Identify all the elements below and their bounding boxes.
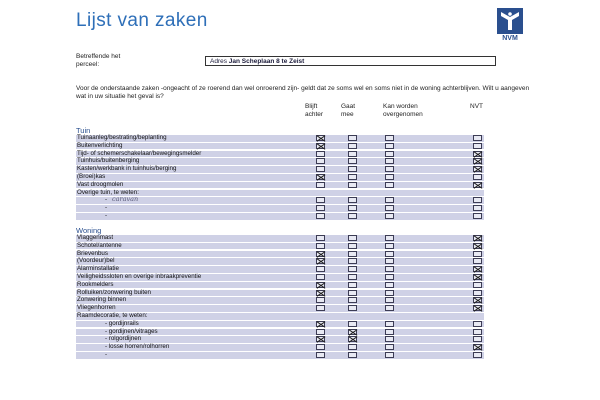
row-label: -: [105, 204, 108, 212]
checkbox-blijft-achter[interactable]: [316, 329, 325, 335]
row-label: Zonwering binnen: [77, 296, 127, 304]
address-value: Jan Scheplaan 8 te Zeist: [228, 58, 305, 65]
checkbox-nvt[interactable]: [473, 344, 482, 350]
checkbox-blijft-achter[interactable]: [316, 305, 325, 311]
form-row: [76, 143, 484, 150]
checkbox-nvt[interactable]: [473, 135, 482, 141]
row-label: Tijd- of schemerschakelaar/bewegingsmelder: [77, 149, 202, 157]
address-prefix: Adres: [210, 58, 229, 65]
checkbox-nvt[interactable]: [473, 158, 482, 164]
column-header-line2: mee: [341, 110, 354, 118]
row-label: -: [105, 196, 108, 204]
page-title: Lijst van zaken: [76, 10, 208, 31]
form-row: [76, 182, 484, 189]
row-label: Rookmelders: [77, 280, 114, 288]
checkbox-blijft-achter[interactable]: [316, 243, 325, 249]
checkbox-gaat-mee[interactable]: [348, 297, 357, 303]
checkbox-kan-worden-overgenomen[interactable]: [385, 158, 394, 164]
form-row: [76, 166, 484, 173]
checkbox-gaat-mee[interactable]: [348, 174, 357, 180]
form-row: [76, 213, 484, 220]
form-row: [76, 352, 484, 359]
row-label: Raamdecoratie, te weten:: [77, 312, 148, 319]
address-field[interactable]: [205, 56, 496, 66]
row-label: Vlaggenmast: [77, 234, 114, 241]
checkbox-kan-worden-overgenomen[interactable]: [385, 213, 394, 219]
checkbox-gaat-mee[interactable]: [348, 235, 357, 241]
form-row: [76, 158, 484, 165]
handwritten-entry: caravan: [112, 195, 139, 204]
checkbox-gaat-mee[interactable]: [348, 197, 357, 203]
checkbox-kan-worden-overgenomen[interactable]: [385, 151, 394, 157]
checkbox-kan-worden-overgenomen[interactable]: [385, 251, 394, 257]
checkbox-nvt[interactable]: [473, 321, 482, 327]
checkbox-gaat-mee[interactable]: [348, 135, 357, 141]
form-row: [76, 266, 484, 273]
checkbox-blijft-achter[interactable]: [316, 258, 325, 264]
form-row: [76, 321, 484, 328]
checkbox-blijft-achter[interactable]: [316, 336, 325, 342]
row-label: Alarminstallatie: [77, 265, 119, 273]
checkbox-blijft-achter[interactable]: [316, 352, 325, 358]
row-label: - losse horren/rolhorren: [105, 343, 170, 351]
column-header-line1: Kan worden: [383, 103, 418, 110]
checkbox-nvt[interactable]: [473, 305, 482, 311]
checkbox-kan-worden-overgenomen[interactable]: [385, 182, 394, 188]
checkbox-kan-worden-overgenomen[interactable]: [385, 197, 394, 203]
checkbox-gaat-mee[interactable]: [348, 166, 357, 172]
form-row: [76, 290, 484, 297]
checkbox-kan-worden-overgenomen[interactable]: [385, 305, 394, 311]
checkbox-blijft-achter[interactable]: [316, 213, 325, 219]
column-header-2: [341, 103, 355, 118]
checkbox-nvt[interactable]: [473, 329, 482, 335]
row-label: Schotel/antenne: [77, 241, 122, 249]
form-row: [76, 235, 484, 242]
intro-text: Voor de onderstaande zaken -ongeacht of ze roerend dan wel onroerend zijn- geldt dat ze soms wel en soms niet in de woning achterblijven. Wilt u aangeven wat in uw situatie het geval is?: [76, 85, 530, 100]
checkbox-kan-worden-overgenomen[interactable]: [385, 235, 394, 241]
checkbox-nvt[interactable]: [473, 235, 482, 241]
form-row: [76, 197, 484, 204]
row-label: - rolgordijnen: [105, 335, 142, 343]
checkbox-blijft-achter[interactable]: [316, 135, 325, 141]
checkbox-nvt[interactable]: [473, 166, 482, 172]
checkbox-blijft-achter[interactable]: [316, 274, 325, 280]
checkbox-nvt[interactable]: [473, 213, 482, 219]
row-label: Vliegenhorren: [77, 304, 116, 312]
form-row: [76, 297, 484, 304]
column-header-4: [470, 103, 483, 111]
row-label: -: [105, 351, 108, 358]
row-label: Brievenbus: [77, 249, 108, 257]
form-row: [76, 336, 484, 343]
checkbox-gaat-mee[interactable]: [348, 274, 357, 280]
column-header-line1: Gaat: [341, 103, 356, 110]
checkbox-blijft-achter[interactable]: [316, 197, 325, 203]
form-row: [76, 313, 484, 320]
checkbox-gaat-mee[interactable]: [348, 352, 357, 358]
checkbox-gaat-mee[interactable]: [348, 305, 357, 311]
checkbox-nvt[interactable]: [473, 197, 482, 203]
checkbox-nvt[interactable]: [473, 282, 482, 288]
perceel-label-line2: perceel:: [76, 61, 100, 68]
checkbox-kan-worden-overgenomen[interactable]: [385, 243, 394, 249]
row-label: Kasten/werkbank in tuinhuis/berging: [77, 165, 177, 173]
checkbox-gaat-mee[interactable]: [348, 344, 357, 350]
checkbox-blijft-achter[interactable]: [316, 182, 325, 188]
checkbox-kan-worden-overgenomen[interactable]: [385, 258, 394, 264]
form-row: [76, 243, 484, 250]
checkbox-blijft-achter[interactable]: [316, 266, 325, 272]
checkbox-gaat-mee[interactable]: [348, 321, 357, 327]
nvm-logo-icon: [497, 8, 523, 34]
checkbox-kan-worden-overgenomen[interactable]: [385, 205, 394, 211]
row-label: Overige tuin, te weten:: [77, 188, 139, 196]
checkbox-nvt[interactable]: [473, 151, 482, 157]
checkbox-blijft-achter[interactable]: [316, 166, 325, 172]
checkbox-kan-worden-overgenomen[interactable]: [385, 274, 394, 280]
checkbox-gaat-mee[interactable]: [348, 290, 357, 296]
checkbox-gaat-mee[interactable]: [348, 182, 357, 188]
checkbox-kan-worden-overgenomen[interactable]: [385, 336, 394, 342]
form-row: [76, 151, 484, 158]
checkbox-gaat-mee[interactable]: [348, 151, 357, 157]
form-row: [76, 205, 484, 212]
checkbox-kan-worden-overgenomen[interactable]: [385, 282, 394, 288]
row-label: - gordijnen/vitrages: [105, 327, 158, 335]
checkbox-kan-worden-overgenomen[interactable]: [385, 329, 394, 335]
form-row: [76, 174, 484, 181]
checkbox-kan-worden-overgenomen[interactable]: [385, 290, 394, 296]
row-label: Rolluiken/zonwering buiten: [77, 288, 151, 296]
checkbox-kan-worden-overgenomen[interactable]: [385, 174, 394, 180]
row-label: - gordijnrails: [105, 319, 139, 327]
form-row: [76, 251, 484, 258]
checkbox-kan-worden-overgenomen[interactable]: [385, 266, 394, 272]
checkbox-nvt[interactable]: [473, 243, 482, 249]
checkbox-blijft-achter[interactable]: [316, 290, 325, 296]
form-row: [76, 329, 484, 336]
checkbox-nvt[interactable]: [473, 297, 482, 303]
checkbox-blijft-achter[interactable]: [316, 143, 325, 149]
logo-text: NVM: [502, 35, 518, 42]
section-title-tuin: Tuin: [76, 126, 91, 135]
checkbox-gaat-mee[interactable]: [348, 329, 357, 335]
checkbox-blijft-achter[interactable]: [316, 151, 325, 157]
checkbox-nvt[interactable]: [473, 290, 482, 296]
checkbox-kan-worden-overgenomen[interactable]: [385, 166, 394, 172]
row-label: (Broei)kas: [77, 173, 106, 180]
checkbox-blijft-achter[interactable]: [316, 297, 325, 303]
form-row: [76, 305, 484, 312]
checkbox-gaat-mee[interactable]: [348, 213, 357, 219]
checkbox-nvt[interactable]: [473, 251, 482, 257]
checkbox-kan-worden-overgenomen[interactable]: [385, 143, 394, 149]
checkbox-gaat-mee[interactable]: [348, 336, 357, 342]
checkbox-nvt[interactable]: [473, 258, 482, 264]
row-label: (Voordeur)bel: [77, 257, 115, 265]
checkbox-nvt[interactable]: [473, 266, 482, 272]
form-row: [76, 282, 484, 289]
checkbox-gaat-mee[interactable]: [348, 143, 357, 149]
checkbox-nvt[interactable]: [473, 174, 482, 180]
row-label: -: [105, 212, 108, 219]
checkbox-blijft-achter[interactable]: [316, 344, 325, 350]
column-header-line2: overgenomen: [383, 110, 423, 118]
checkbox-kan-worden-overgenomen[interactable]: [385, 297, 394, 303]
checkbox-kan-worden-overgenomen[interactable]: [385, 352, 394, 358]
form-row: [76, 258, 484, 265]
checkbox-nvt[interactable]: [473, 336, 482, 342]
checkbox-blijft-achter[interactable]: [316, 251, 325, 257]
checkbox-blijft-achter[interactable]: [316, 321, 325, 327]
row-label: Tuinhuis/buitenberging: [77, 157, 140, 165]
checkbox-gaat-mee[interactable]: [348, 158, 357, 164]
checkbox-nvt[interactable]: [473, 274, 482, 280]
checkbox-nvt[interactable]: [473, 182, 482, 188]
checkbox-blijft-achter[interactable]: [316, 282, 325, 288]
checkbox-gaat-mee[interactable]: [348, 258, 357, 264]
column-header-line2: achter: [305, 110, 324, 118]
column-header-line1: Blijft: [305, 103, 318, 110]
form-row: [76, 274, 484, 281]
checkbox-gaat-mee[interactable]: [348, 251, 357, 257]
checkbox-blijft-achter[interactable]: [316, 205, 325, 211]
perceel-label-line1: Betreffende het: [76, 53, 121, 60]
checkbox-gaat-mee[interactable]: [348, 205, 357, 211]
checkbox-gaat-mee[interactable]: [348, 282, 357, 288]
checkbox-gaat-mee[interactable]: [348, 266, 357, 272]
checkbox-blijft-achter[interactable]: [316, 174, 325, 180]
row-label: Vast droogmolen: [77, 180, 124, 188]
checkbox-kan-worden-overgenomen[interactable]: [385, 344, 394, 350]
row-label: Buitenverlichting: [77, 141, 123, 149]
column-header-1: [305, 103, 323, 118]
checkbox-kan-worden-overgenomen[interactable]: [385, 135, 394, 141]
checkbox-nvt[interactable]: [473, 352, 482, 358]
checkbox-kan-worden-overgenomen[interactable]: [385, 321, 394, 327]
checkbox-nvt[interactable]: [473, 143, 482, 149]
form-row: [76, 344, 484, 351]
form-row: [76, 135, 484, 142]
checkbox-nvt[interactable]: [473, 205, 482, 211]
column-header-line1: NVT: [470, 103, 483, 110]
column-header-3: [383, 103, 423, 118]
checkbox-gaat-mee[interactable]: [348, 243, 357, 249]
section-title-woning: Woning: [76, 226, 102, 235]
row-label: Veiligheidssloten en overige inbraakpreventie: [77, 273, 202, 280]
row-label: Tuinaanleg/bestrating/beplanting: [77, 134, 167, 141]
checkbox-blijft-achter[interactable]: [316, 158, 325, 164]
checkbox-blijft-achter[interactable]: [316, 235, 325, 241]
